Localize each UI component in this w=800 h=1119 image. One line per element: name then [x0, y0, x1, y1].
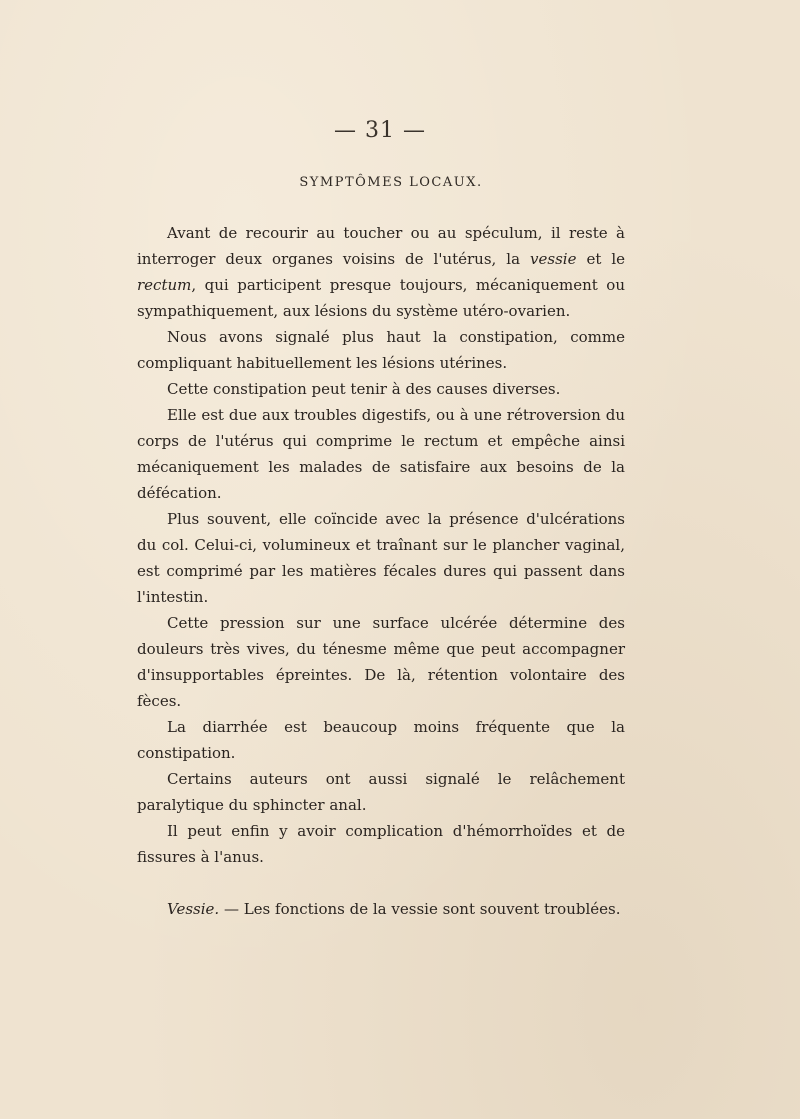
paragraph-3: Cette constipation peut tenir à des causes diverses. — [167, 380, 561, 398]
p1-text-c: et le — [576, 250, 626, 268]
paragraph-6: Cette pression sur une surface ulcérée détermine des douleurs très vives, du ténesme même que peut accompagner d'insupportables épreintes. De là, rétention volontaire des fèces. — [137, 614, 625, 710]
paragraph-8: Certains auteurs ont aussi signalé le relâchement paralytique du sphincter anal. — [137, 770, 625, 814]
paragraph-5: Plus souvent, elle coïncide avec la présence d'ulcérations du col. Celui-ci, volumineux et traînant sur le plancher vaginal, est comprimé par les matières fécales dures qui passent dans l'intestin. — [137, 510, 625, 606]
paragraph-10 — [137, 896, 625, 922]
paragraph-7: La diarrhée est beaucoup moins fréquente que la constipation. — [137, 718, 625, 762]
paragraph-4: Elle est due aux troubles digestifs, ou à une rétroversion du corps de l'utérus qui comprime le rectum et empêche ainsi mécaniquement les malades de satisfaire aux besoins de la défécation. — [137, 406, 625, 502]
p1-text-e: , qui participent presque toujours, mécaniquement ou sympathiquement, aux lésions du système utéro-ovarien. — [137, 276, 625, 320]
paragraph-2: Nous avons signalé plus haut la constipation, comme compliquant habituellement les lésions utérines. — [137, 328, 625, 372]
section-title: SYMPTÔMES LOCAUX. — [299, 175, 483, 190]
vessie-heading: Vessie. — [167, 900, 220, 918]
paragraph-gap — [137, 870, 625, 896]
p1-term-vessie: vessie — [530, 250, 577, 268]
body-text — [137, 220, 625, 922]
paragraph-9: Il peut enfin y avoir complication d'hémorrhoïdes et de fissures à l'anus. — [137, 822, 625, 866]
p1-term-rectum: rectum — [137, 276, 192, 294]
paragraph-1 — [137, 220, 625, 324]
p10-text: — Les fonctions de la vessie sont souvent troublées. — [219, 900, 621, 918]
page-number: — 31 — — [334, 118, 426, 143]
p1-text-a: Avant de recourir au toucher ou au spéculum, il reste à interroger deux organes voisins de l'utérus, la — [137, 224, 625, 268]
